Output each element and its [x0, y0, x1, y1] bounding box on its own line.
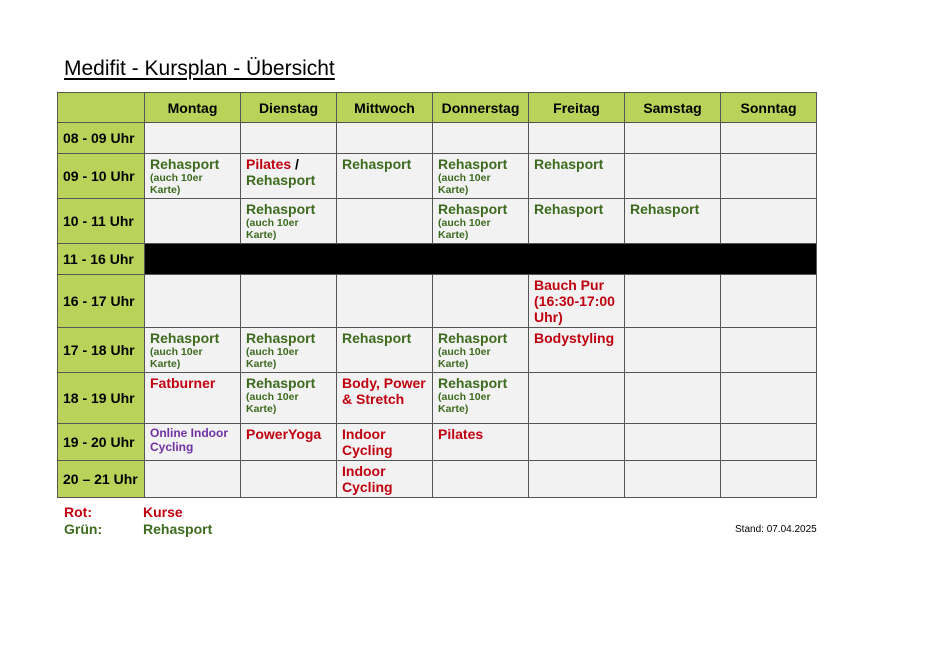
schedule-cell	[145, 328, 241, 373]
course-entry	[438, 156, 523, 196]
schedule-cell	[433, 275, 529, 328]
course-entry	[246, 201, 331, 241]
course-name: Body, Power & Stretch	[342, 375, 426, 407]
course-separator: /	[291, 156, 299, 172]
day-header: Freitag	[529, 93, 625, 123]
course-entry	[438, 330, 523, 370]
legend-item	[64, 503, 212, 520]
schedule-cell	[241, 154, 337, 199]
schedule-cell	[625, 275, 721, 328]
day-header: Montag	[145, 93, 241, 123]
schedule-cell	[241, 275, 337, 328]
schedule-cell	[529, 199, 625, 244]
time-slot-label: 08 - 09 Uhr	[58, 123, 145, 154]
time-row	[58, 373, 817, 424]
course-entry	[342, 426, 427, 458]
schedule-cell	[721, 123, 817, 154]
course-entry	[438, 201, 523, 241]
time-row	[58, 244, 817, 275]
time-slot-label: 10 - 11 Uhr	[58, 199, 145, 244]
course-note: (auch 10er Karte)	[150, 346, 203, 370]
course-name: Rehasport	[438, 156, 508, 172]
course-schedule-table	[57, 92, 817, 498]
schedule-body	[58, 123, 817, 498]
course-entry	[150, 330, 235, 370]
course-entry	[534, 277, 619, 325]
course-entry	[534, 156, 619, 172]
schedule-cell	[529, 275, 625, 328]
course-note: (auch 10er Karte)	[438, 346, 491, 370]
schedule-cell	[625, 461, 721, 498]
schedule-cell	[721, 461, 817, 498]
course-entry	[246, 375, 331, 415]
legend-value-rehasport: Rehasport	[143, 520, 213, 537]
course-name: Indoor Cycling	[342, 426, 393, 458]
time-slot-label: 09 - 10 Uhr	[58, 154, 145, 199]
schedule-cell	[529, 373, 625, 424]
schedule-cell	[721, 373, 817, 424]
schedule-cell	[529, 328, 625, 373]
schedule-cell	[433, 123, 529, 154]
course-name: Rehasport	[534, 156, 604, 172]
course-entry	[150, 426, 235, 454]
course-entry	[150, 375, 235, 391]
schedule-cell	[241, 461, 337, 498]
time-row	[58, 424, 817, 461]
schedule-cell	[241, 328, 337, 373]
corner-cell	[58, 93, 145, 123]
schedule-cell	[145, 424, 241, 461]
course-name: Bauch Pur (16:30-17:00 Uhr)	[534, 277, 615, 325]
course-note: (auch 10er Karte)	[150, 172, 203, 196]
time-slot-label: 20 – 21 Uhr	[58, 461, 145, 498]
schedule-cell	[241, 424, 337, 461]
course-name: Rehasport	[246, 172, 316, 188]
schedule-cell	[433, 199, 529, 244]
time-slot-label: 17 - 18 Uhr	[58, 328, 145, 373]
schedule-cell	[433, 373, 529, 424]
time-row	[58, 199, 817, 244]
course-name: Rehasport	[150, 330, 220, 346]
course-note: (auch 10er Karte)	[438, 217, 491, 241]
course-name-line	[246, 156, 331, 172]
course-name: Rehasport	[438, 330, 508, 346]
schedule-cell	[721, 199, 817, 244]
schedule-cell	[529, 123, 625, 154]
schedule-cell	[625, 373, 721, 424]
page-title: Medifit - Kursplan - Übersicht	[64, 57, 335, 80]
course-note: (auch 10er Karte)	[246, 346, 299, 370]
schedule-cell	[721, 275, 817, 328]
course-entry	[342, 375, 427, 407]
schedule-cell	[721, 154, 817, 199]
course-name: Bodystyling	[534, 330, 615, 346]
course-entry	[342, 330, 427, 346]
schedule-cell	[337, 373, 433, 424]
course-entry	[438, 375, 523, 415]
schedule-cell	[241, 199, 337, 244]
schedule-cell	[433, 328, 529, 373]
schedule-cell	[529, 424, 625, 461]
schedule-cell	[145, 275, 241, 328]
color-legend	[64, 503, 212, 537]
schedule-cell	[337, 199, 433, 244]
schedule-cell	[145, 373, 241, 424]
schedule-cell	[625, 154, 721, 199]
schedule-cell	[337, 154, 433, 199]
schedule-cell	[145, 123, 241, 154]
schedule-cell	[337, 123, 433, 154]
schedule-cell	[625, 328, 721, 373]
course-name: Rehasport	[630, 201, 700, 217]
schedule-cell	[337, 461, 433, 498]
legend-value-kurse: Kurse	[143, 503, 183, 520]
course-note: (auch 10er Karte)	[438, 391, 491, 415]
schedule-cell	[145, 154, 241, 199]
course-entry	[534, 330, 619, 346]
course-name: Rehasport	[246, 375, 316, 391]
course-name: Online Indoor Cycling	[150, 426, 228, 454]
course-name: Rehasport	[342, 156, 412, 172]
time-row	[58, 154, 817, 199]
day-header-row	[58, 93, 817, 123]
course-name: Pilates	[438, 426, 484, 442]
day-header: Mittwoch	[337, 93, 433, 123]
course-name: Rehasport	[246, 201, 316, 217]
course-entry	[246, 156, 331, 188]
time-row	[58, 275, 817, 328]
course-entry	[342, 463, 427, 495]
course-name: Rehasport	[534, 201, 604, 217]
schedule-cell	[145, 461, 241, 498]
course-entry	[150, 156, 235, 196]
legend-item	[64, 520, 212, 537]
course-entry	[246, 330, 331, 370]
schedule-cell	[337, 424, 433, 461]
course-name: Rehasport	[342, 330, 412, 346]
course-note: (auch 10er Karte)	[246, 391, 299, 415]
course-name: Rehasport	[150, 156, 220, 172]
schedule-cell	[625, 424, 721, 461]
schedule-cell	[337, 328, 433, 373]
stand-date: Stand: 07.04.2025	[735, 524, 817, 535]
schedule-cell	[145, 199, 241, 244]
course-entry	[534, 201, 619, 217]
time-slot-label: 16 - 17 Uhr	[58, 275, 145, 328]
course-name: Rehasport	[438, 375, 508, 391]
time-slot-label: 11 - 16 Uhr	[58, 244, 145, 275]
time-row	[58, 461, 817, 498]
schedule-cell	[529, 154, 625, 199]
closed-period-bar	[145, 244, 817, 275]
time-slot-label: 18 - 19 Uhr	[58, 373, 145, 424]
course-name: Rehasport	[246, 330, 316, 346]
schedule-cell	[433, 461, 529, 498]
schedule-cell	[625, 123, 721, 154]
course-entry	[630, 201, 715, 217]
time-slot-label: 19 - 20 Uhr	[58, 424, 145, 461]
schedule-cell	[433, 424, 529, 461]
schedule-cell	[241, 123, 337, 154]
course-name: Fatburner	[150, 375, 216, 391]
time-row	[58, 328, 817, 373]
schedule-cell	[529, 461, 625, 498]
course-entry	[342, 156, 427, 172]
schedule-cell	[721, 424, 817, 461]
schedule-cell	[337, 275, 433, 328]
day-header: Sonntag	[721, 93, 817, 123]
schedule-cell	[433, 154, 529, 199]
course-entry	[246, 426, 331, 442]
time-row	[58, 123, 817, 154]
course-name: Indoor Cycling	[342, 463, 393, 495]
course-note: (auch 10er Karte)	[438, 172, 491, 196]
course-name: PowerYoga	[246, 426, 322, 442]
schedule-cell	[721, 328, 817, 373]
schedule-cell	[241, 373, 337, 424]
legend-key-green: Grün:	[64, 520, 103, 537]
legend-key-red: Rot:	[64, 503, 92, 520]
day-header: Samstag	[625, 93, 721, 123]
course-note: (auch 10er Karte)	[246, 217, 299, 241]
course-name: Rehasport	[438, 201, 508, 217]
day-header: Donnerstag	[433, 93, 529, 123]
day-header: Dienstag	[241, 93, 337, 123]
course-entry	[438, 426, 523, 442]
course-name: Pilates	[246, 156, 292, 172]
schedule-cell	[625, 199, 721, 244]
